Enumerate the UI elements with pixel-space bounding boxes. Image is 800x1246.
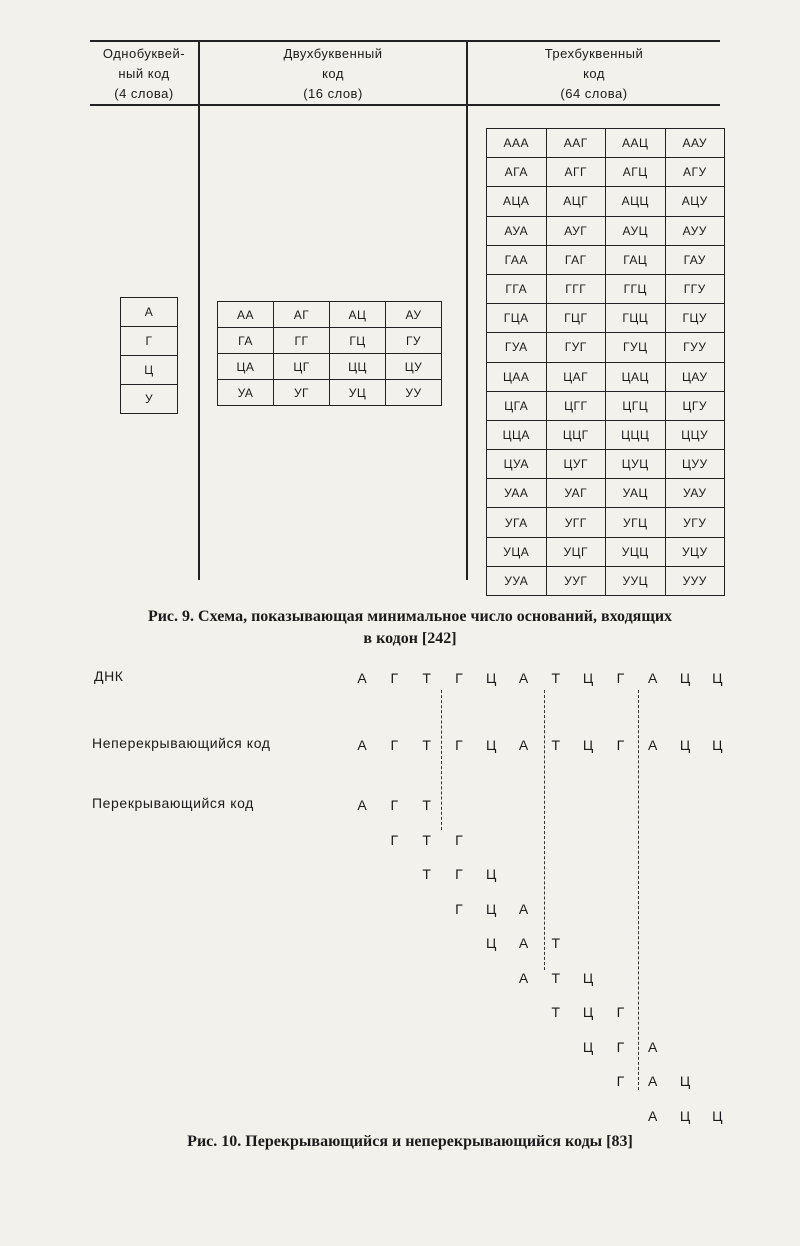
codon-cell: ГАА — [487, 245, 547, 274]
dna-base: Ц — [582, 670, 594, 686]
table-row — [487, 274, 725, 303]
codon-cell: ГЦ — [330, 328, 386, 354]
table-row — [487, 333, 725, 362]
overlapping-base: Ц — [712, 1107, 723, 1124]
codon-cell: ГУГ — [546, 333, 606, 362]
codon-boundary-line — [638, 690, 639, 1090]
header-line: (16 слов) — [303, 86, 363, 101]
header-line: (64 слова) — [560, 86, 628, 101]
overlapping-base: Г — [616, 1038, 625, 1055]
codon-cell: УЦУ — [665, 537, 725, 566]
codon-cell: ГГ — [274, 328, 330, 354]
codon-cell: ЦЦУ — [665, 420, 725, 449]
caption-line: в кодон [242] — [363, 630, 457, 647]
codon-cell: АЦУ — [665, 187, 725, 216]
codon-cell: ЦУЦ — [606, 450, 666, 479]
codon-cell: ГЦЦ — [606, 304, 666, 333]
codon-cell: ГАУ — [665, 245, 725, 274]
table-row — [218, 380, 442, 406]
codon-cell: УАА — [487, 479, 547, 508]
overlapping-base: Ц — [486, 866, 497, 882]
table-row — [487, 420, 725, 449]
figure-10-caption: Рис. 10. Перекрывающийся и неперекрывающийся коды [83] — [187, 1133, 633, 1150]
codon-cell: ГУУ — [665, 333, 725, 362]
codon-cell: ЦГЦ — [606, 391, 666, 420]
overlapping-base: Г — [455, 831, 463, 848]
table-row — [487, 391, 725, 420]
codon-cell: ГУА — [487, 333, 547, 362]
table-row — [121, 356, 178, 385]
codon-cell: ГА — [218, 328, 274, 354]
dna-base: А — [518, 670, 529, 686]
table-row — [487, 537, 725, 566]
codon-boundary-line — [441, 690, 442, 830]
table-row — [218, 328, 442, 354]
table-row — [487, 245, 725, 274]
overlapping-base: Т — [422, 831, 431, 848]
overlapping-base: А — [648, 1038, 658, 1055]
overlapping-base: А — [648, 1107, 658, 1124]
codon-cell: ААУ — [665, 129, 725, 158]
overlapping-base: Ц — [679, 1107, 691, 1124]
nonoverlapping-base: Ц — [486, 737, 497, 753]
caption-line: Рис. 9. Схема, показывающая минимальное число оснований, входящих — [147, 608, 673, 625]
dna-base: Ц — [712, 670, 723, 686]
nonoverlapping-base: А — [357, 737, 367, 753]
codon-cell: ААЦ — [606, 129, 666, 158]
codon-cell: АГУ — [665, 158, 725, 187]
one-letter-code-header — [90, 44, 198, 104]
overlapping-base: Ц — [582, 1038, 594, 1055]
three-letter-code-table — [486, 128, 725, 596]
codon-cell: ЦАУ — [665, 362, 725, 391]
header-line: Трехбуквенный — [544, 46, 644, 61]
overlapping-base: Г — [616, 1004, 625, 1020]
codon-cell: УУА — [487, 566, 547, 595]
dna-base: Г — [616, 670, 625, 686]
codon-cell: УУЦ — [606, 566, 666, 595]
codon-cell: УГА — [487, 508, 547, 537]
header-top-rule — [90, 40, 720, 42]
overlapping-base: Т — [551, 935, 561, 951]
codon-cell: ЦА — [218, 354, 274, 380]
header-line: (4 слова) — [114, 86, 174, 101]
overlapping-base: Т — [551, 1004, 561, 1020]
codon-cell: АУУ — [665, 216, 725, 245]
table-row — [121, 385, 178, 414]
header-line: Двухбуквенный — [283, 46, 383, 61]
table-row — [487, 129, 725, 158]
nonoverlapping-base: А — [518, 737, 529, 753]
codon-cell: ГУ — [386, 328, 442, 354]
nonoverlapping-base: Ц — [712, 737, 723, 753]
header-line: ный код — [118, 66, 170, 81]
dna-base: Г — [455, 670, 463, 686]
overlapping-base: Г — [455, 866, 463, 882]
overlapping-base: Ц — [582, 1004, 594, 1020]
header-line: код — [583, 66, 605, 81]
overlapping-base: А — [518, 969, 529, 986]
codon-cell: УЦ — [330, 380, 386, 406]
codon-cell: УГ — [274, 380, 330, 406]
codon-cell: ЦУ — [386, 354, 442, 380]
overlapping-base: Ц — [486, 935, 497, 951]
header-divider-2 — [466, 40, 468, 580]
codon-cell: АЦА — [487, 187, 547, 216]
overlapping-base: Т — [422, 797, 431, 813]
codon-cell: ГЦГ — [546, 304, 606, 333]
codon-cell: Г — [121, 327, 178, 356]
codon-cell: ГЦУ — [665, 304, 725, 333]
codon-cell: ГГУ — [665, 274, 725, 303]
overlapping-base: Т — [551, 969, 561, 986]
codon-cell: ЦУГ — [546, 450, 606, 479]
codon-cell: ЦГА — [487, 391, 547, 420]
codon-cell: УЦА — [487, 537, 547, 566]
codon-cell: ЦЦ — [330, 354, 386, 380]
codon-cell: ЦЦЦ — [606, 420, 666, 449]
codon-cell: УГУ — [665, 508, 725, 537]
table-row — [487, 508, 725, 537]
nonoverlapping-base: Т — [551, 737, 561, 753]
nonoverlapping-base: А — [648, 737, 658, 753]
dna-base: Т — [422, 670, 431, 686]
codon-cell: АУЦ — [606, 216, 666, 245]
nonoverlapping-base: Ц — [679, 737, 691, 753]
codon-cell: АУА — [487, 216, 547, 245]
table-row — [218, 354, 442, 380]
dna-label: ДНК — [94, 668, 124, 684]
codon-cell: АЦГ — [546, 187, 606, 216]
dna-base: Ц — [486, 670, 497, 686]
codon-cell: УЦГ — [546, 537, 606, 566]
overlapping-base: Ц — [486, 900, 497, 917]
codon-cell: ЦАА — [487, 362, 547, 391]
codon-cell: ГАГ — [546, 245, 606, 274]
codon-cell: УУ — [386, 380, 442, 406]
table-row — [487, 158, 725, 187]
table-row — [121, 298, 178, 327]
codon-cell: АГ — [274, 302, 330, 328]
codon-cell: УАГ — [546, 479, 606, 508]
overlapping-base: Ц — [679, 1073, 691, 1089]
nonoverlapping-base: Ц — [582, 737, 594, 753]
codon-cell: ЦУУ — [665, 450, 725, 479]
codon-cell: ЦГУ — [665, 391, 725, 420]
table-row — [121, 327, 178, 356]
codon-cell: УУУ — [665, 566, 725, 595]
codon-cell: УАЦ — [606, 479, 666, 508]
codon-cell: ААА — [487, 129, 547, 158]
figure-9-caption — [60, 606, 760, 650]
header-line: код — [322, 66, 344, 81]
overlapping-base: Г — [390, 831, 399, 848]
overlapping-base: Г — [390, 797, 399, 813]
nonoverlapping-base: Т — [422, 737, 431, 753]
table-row — [487, 566, 725, 595]
codon-cell: ЦАЦ — [606, 362, 666, 391]
table-row — [218, 302, 442, 328]
overlapping-base: А — [357, 797, 367, 813]
codon-cell: УЦЦ — [606, 537, 666, 566]
two-letter-code-header — [200, 44, 466, 104]
dna-base: Ц — [679, 670, 691, 686]
codon-cell: ГГА — [487, 274, 547, 303]
header-divider-1 — [198, 40, 200, 580]
codon-cell: ГГГ — [546, 274, 606, 303]
nonoverlapping-base: Г — [455, 737, 463, 753]
codon-cell: АЦЦ — [606, 187, 666, 216]
nonoverlapping-base: Г — [390, 737, 399, 753]
codon-cell: УУГ — [546, 566, 606, 595]
codon-cell: ЦАГ — [546, 362, 606, 391]
codon-cell: УА — [218, 380, 274, 406]
dna-base: А — [357, 670, 367, 686]
codon-cell: ГГЦ — [606, 274, 666, 303]
overlapping-base: Г — [616, 1073, 625, 1089]
codon-cell: ЦЦГ — [546, 420, 606, 449]
two-letter-code-table — [217, 301, 442, 406]
codon-cell: АЦ — [330, 302, 386, 328]
codon-cell: АГЦ — [606, 158, 666, 187]
header-line: Однобуквей- — [102, 46, 186, 61]
table-row — [487, 479, 725, 508]
codon-cell: УГГ — [546, 508, 606, 537]
table-row — [487, 304, 725, 333]
dna-base: Т — [551, 670, 561, 686]
codon-cell: ГЦА — [487, 304, 547, 333]
overlapping-base: Г — [455, 900, 463, 917]
codon-cell: ГУЦ — [606, 333, 666, 362]
codon-cell: ЦГГ — [546, 391, 606, 420]
codon-cell: Ц — [121, 356, 178, 385]
header-bottom-rule — [90, 104, 720, 106]
overlapping-base: Ц — [582, 969, 594, 986]
codon-cell: АУ — [386, 302, 442, 328]
three-letter-code-header — [468, 44, 720, 104]
codon-cell: УАУ — [665, 479, 725, 508]
nonoverlapping-base: Г — [616, 737, 625, 753]
codon-cell: ГАЦ — [606, 245, 666, 274]
table-row — [487, 362, 725, 391]
codon-cell: У — [121, 385, 178, 414]
codon-cell: А — [121, 298, 178, 327]
codon-boundary-line — [544, 690, 545, 970]
dna-base: А — [648, 670, 658, 686]
dna-base: Г — [390, 670, 399, 686]
codon-cell: ЦГ — [274, 354, 330, 380]
nonoverlapping-code-label: Неперекрывающийся код — [92, 735, 271, 751]
codon-cell: УГЦ — [606, 508, 666, 537]
codon-cell: АА — [218, 302, 274, 328]
codon-cell: ЦЦА — [487, 420, 547, 449]
codon-cell: АГГ — [546, 158, 606, 187]
codon-cell: ЦУА — [487, 450, 547, 479]
overlapping-base: А — [518, 935, 529, 951]
overlapping-base: А — [648, 1073, 658, 1089]
table-row — [487, 450, 725, 479]
one-letter-code-table — [120, 297, 178, 414]
overlapping-base: Т — [422, 866, 431, 882]
overlapping-base: А — [518, 900, 529, 917]
table-row — [487, 216, 725, 245]
codon-cell: АУГ — [546, 216, 606, 245]
table-row — [487, 187, 725, 216]
codon-cell: АГА — [487, 158, 547, 187]
overlapping-code-label: Перекрывающийся код — [92, 795, 254, 811]
codon-cell: ААГ — [546, 129, 606, 158]
